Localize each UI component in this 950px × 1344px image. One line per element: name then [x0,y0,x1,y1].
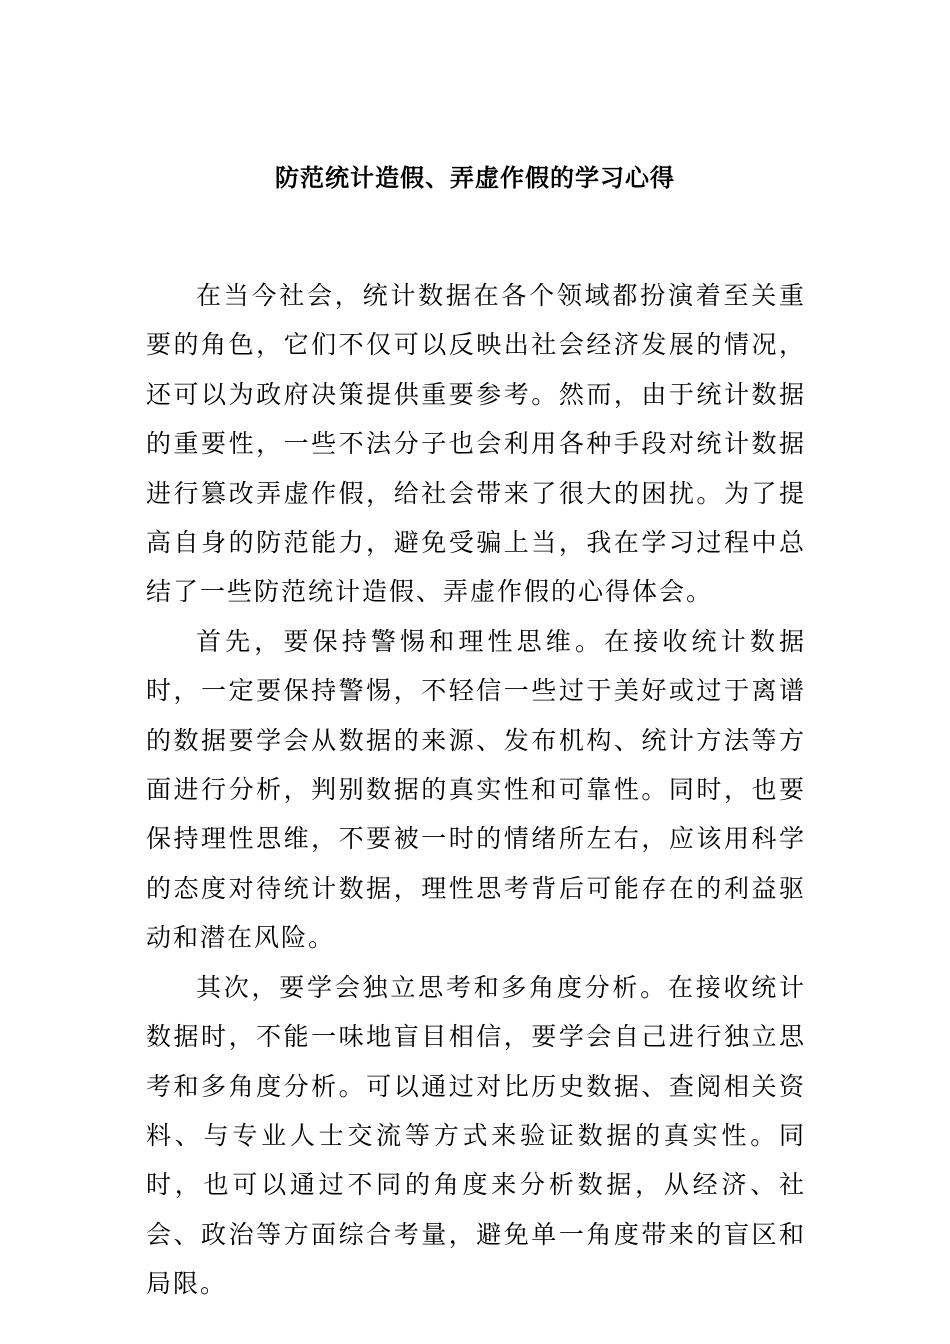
paragraph-2: 首先，要保持警惕和理性思维。在接收统计数据时，一定要保持警惕，不轻信一些过于美好或过于离谱的数据要学会从数据的来源、发布机构、统计方法等方面进行分析，判别数据的真实性和可靠性。同时，也要保持理性思维，不要被一时的情绪所左右，应该用科学的态度对待统计数据，理性思考背后可能存在的利益驱动和潜在风险。 [146,626,806,953]
paragraph-1: 在当今社会，统计数据在各个领域都扮演着至关重要的角色，它们不仅可以反映出社会经济发展的情况，还可以为政府决策提供重要参考。然而，由于统计数据的重要性，一些不法分子也会利用各种手段对统计数据进行篡改弄虚作假，给社会带来了很大的困扰。为了提高自身的防范能力，避免受骗上当，我在学习过程中总结了一些防范统计造假、弄虚作假的心得体会。 [146,281,806,607]
paragraph-3: 其次，要学会独立思考和多角度分析。在接收统计数据时，不能一味地盲目相信，要学会自己进行独立思考和多角度分析。可以通过对比历史数据、查阅相关资料、与专业人士交流等方式来验证数据的真实性。同时，也可以通过不同的角度来分析数据，从经济、社会、政治等方面综合考量，避免单一角度带来的盲区和局限。 [146,972,806,1299]
document-title: 防范统计造假、弄虚作假的学习心得 [275,164,675,192]
document-body [146,271,806,1309]
